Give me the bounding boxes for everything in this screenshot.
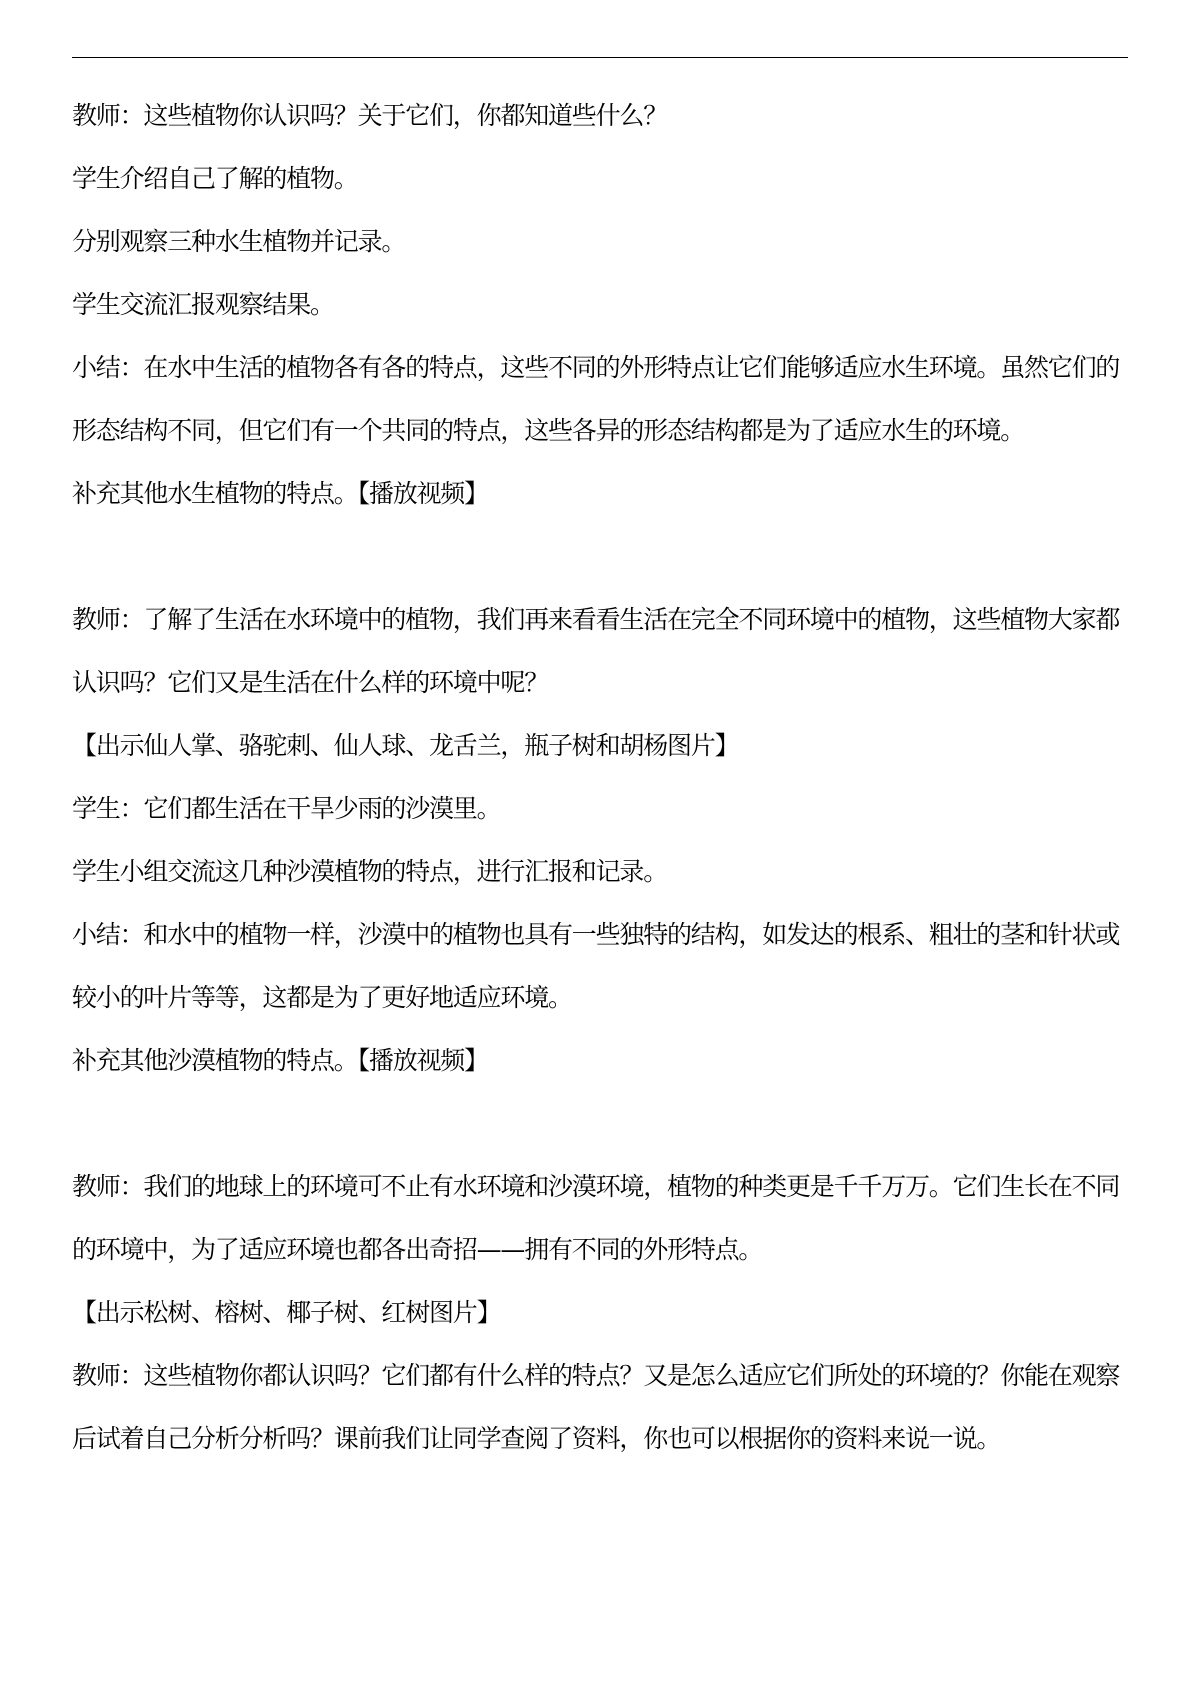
paragraph: 教师：我们的地球上的环境可不止有水环境和沙漠环境，植物的种类更是千千万万。它们生长在不同的环境中，为了适应环境也都各出奇招——拥有不同的外形特点。 <box>72 1172 1120 1264</box>
paragraph: 学生介绍自己了解的植物。 <box>72 164 358 193</box>
paragraph: 学生小组交流这几种沙漠植物的特点，进行汇报和记录。 <box>72 857 668 886</box>
header-rule <box>72 57 1128 58</box>
section-gap <box>72 1092 1132 1155</box>
paragraph: 分别观察三种水生植物并记录。 <box>72 227 406 256</box>
paragraph: 学生：它们都生活在干旱少雨的沙漠里。 <box>72 794 501 823</box>
paragraph: 教师：这些植物你都认识吗？它们都有什么样的特点？又是怎么适应它们所处的环境的？你能在观察后试着自己分析分析吗？课前我们让同学查阅了资料，你也可以根据你的资料来说一说。 <box>72 1361 1120 1453</box>
section-gap <box>72 525 1132 588</box>
paragraph: 教师：这些植物你认识吗？关于它们，你都知道些什么？ <box>72 101 668 130</box>
paragraph: 【出示松树、榕树、椰子树、红树图片】 <box>72 1298 501 1327</box>
paragraph: 【出示仙人掌、骆驼刺、仙人球、龙舌兰，瓶子树和胡杨图片】 <box>72 731 739 760</box>
paragraph: 补充其他水生植物的特点。【播放视频】 <box>72 479 488 508</box>
paragraph: 小结：和水中的植物一样，沙漠中的植物也具有一些独特的结构，如发达的根系、粗壮的茎和针状或较小的叶片等等，这都是为了更好地适应环境。 <box>72 920 1120 1012</box>
paragraph: 教师：了解了生活在水环境中的植物，我们再来看看生活在完全不同环境中的植物，这些植物大家都认识吗？它们又是生活在什么样的环境中呢？ <box>72 605 1120 697</box>
paragraph: 学生交流汇报观察结果。 <box>72 290 334 319</box>
paragraph: 补充其他沙漠植物的特点。【播放视频】 <box>72 1046 488 1075</box>
document-body <box>72 84 1132 1470</box>
paragraph: 小结：在水中生活的植物各有各的特点，这些不同的外形特点让它们能够适应水生环境。虽然它们的形态结构不同，但它们有一个共同的特点，这些各异的形态结构都是为了适应水生的环境。 <box>72 353 1120 445</box>
